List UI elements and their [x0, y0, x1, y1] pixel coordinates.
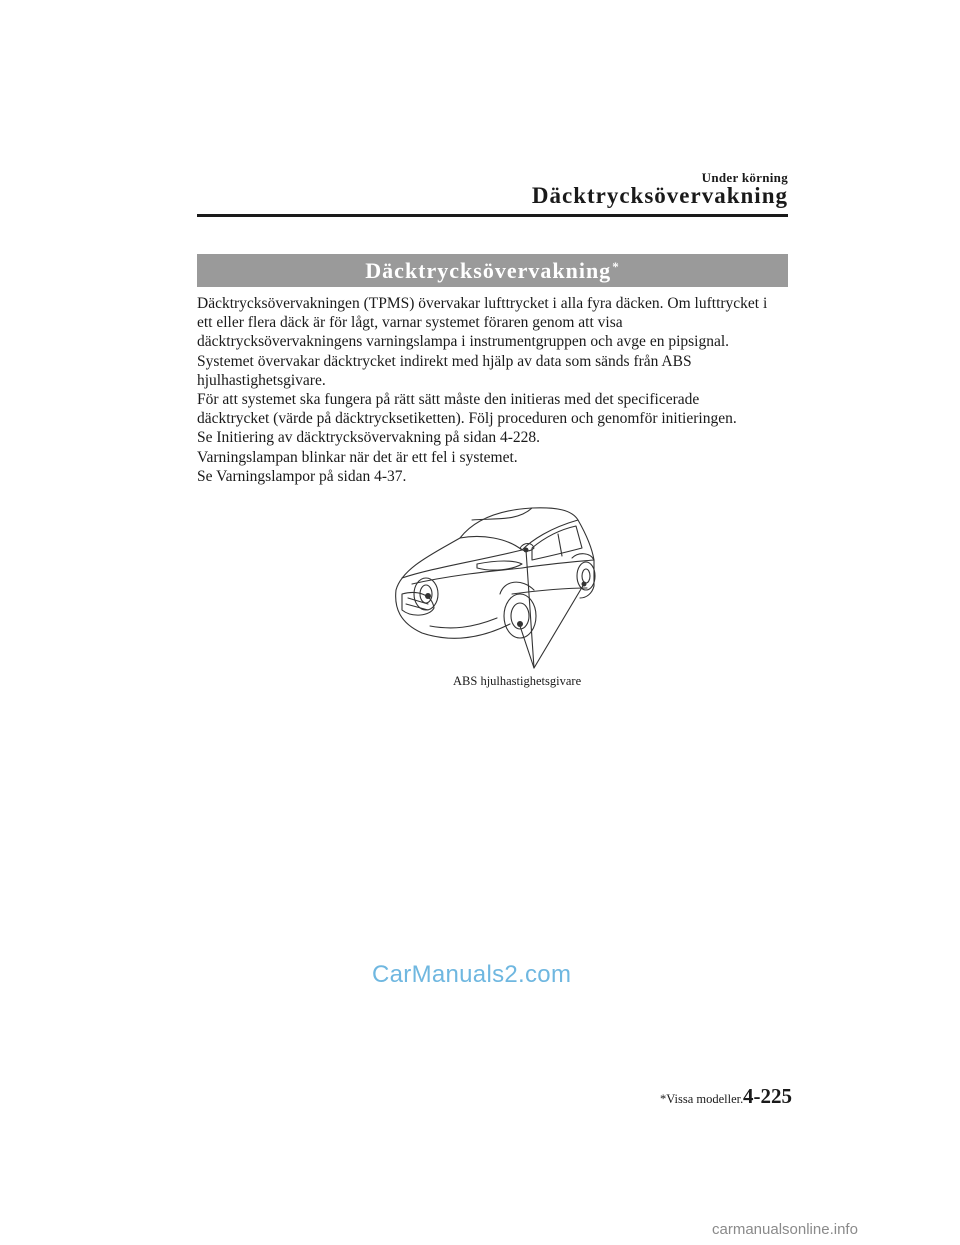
- running-header-chapter: Under körning: [701, 170, 788, 185]
- optional-equipment-marker: *: [612, 258, 620, 274]
- figure-caption: ABS hjulhastighetsgivare: [453, 674, 582, 688]
- page-number: 4-225: [743, 1084, 792, 1108]
- body-line: Se Initiering av däcktrycksövervakning på sidan 4-228.: [197, 429, 541, 447]
- body-line: Systemet övervakar däcktrycket indirekt med hjälp av data som sänds från ABS: [197, 352, 692, 370]
- body-line: Däcktrycksövervakningen (TPMS) övervakar lufttrycket i alla fyra däcken. Om lufttrycket i: [197, 295, 768, 312]
- body-line: däcktrycket (värde på däcktrycksetiketten). Följ proceduren och genomför initieringen.: [197, 410, 737, 428]
- body-line: däcktrycksövervakningens varningslampa i instrumentgruppen och avge en pipsignal.: [197, 333, 730, 351]
- car-line-drawing: [372, 498, 622, 698]
- header-rule: [197, 214, 788, 217]
- body-line: Varningslampan blinkar när det är ett fel i systemet.: [197, 448, 518, 466]
- body-line: För att systemet ska fungera på rätt sätt måste den initieras med det specificerade: [197, 391, 700, 409]
- carmanuals-watermark: CarManuals2.com: [372, 961, 572, 988]
- footnote: *Vissa modeller.: [660, 1092, 744, 1106]
- running-header-title: Däcktrycksövervakning: [531, 183, 788, 208]
- body-line: hjulhastighetsgivare.: [197, 371, 326, 389]
- site-watermark: carmanualsonline.info: [712, 1221, 858, 1238]
- body-line: ett eller flera däck är för lågt, varnar systemet föraren genom att visa: [197, 314, 623, 332]
- section-title: Däcktrycksövervakning: [365, 257, 612, 283]
- body-line: Se Varningslampor på sidan 4-37.: [197, 467, 407, 485]
- section-title-bar: [197, 254, 788, 287]
- body-text: [197, 294, 797, 486]
- car-sensor-illustration: [372, 498, 622, 698]
